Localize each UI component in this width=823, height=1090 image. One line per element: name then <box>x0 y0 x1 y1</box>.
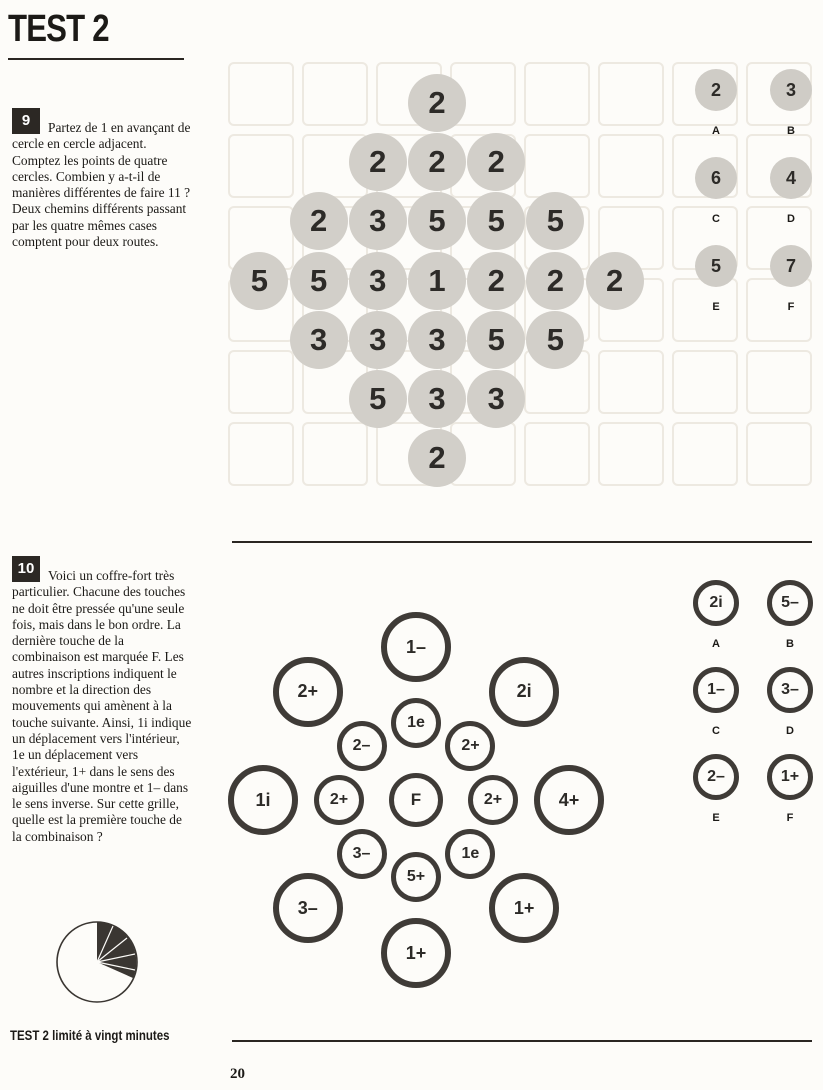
number-circle: 3 <box>349 192 407 250</box>
dial-key: 1+ <box>489 873 559 943</box>
grid-cell <box>228 134 294 198</box>
grid-cell <box>524 62 590 126</box>
grid-cell <box>598 350 664 414</box>
grid-cell <box>228 422 294 486</box>
section-divider <box>232 541 812 543</box>
grid-cell <box>598 422 664 486</box>
answer-label-f: F <box>787 301 795 313</box>
puzzle-9-text <box>12 120 192 250</box>
grid-cell <box>228 350 294 414</box>
grid-cell <box>524 422 590 486</box>
number-circle: 2 <box>526 252 584 310</box>
dial-key: 2i <box>489 657 559 727</box>
puzzle-10-number: 10 <box>12 556 40 582</box>
number-circle: 2 <box>408 74 466 132</box>
grid-cell <box>746 350 812 414</box>
dial-key: 2+ <box>314 775 364 825</box>
answer-label-d: D <box>787 213 795 225</box>
answer-option-a: 2 <box>695 69 737 111</box>
answer-option-e: 2– <box>693 754 739 800</box>
dial-key: F <box>389 773 443 827</box>
grid-cell <box>524 134 590 198</box>
puzzle-10-text <box>12 568 194 845</box>
number-circle: 2 <box>467 252 525 310</box>
grid-cell <box>302 62 368 126</box>
number-circle: 5 <box>408 192 466 250</box>
dial-key: 2– <box>337 721 387 771</box>
answer-label-a: A <box>712 638 720 650</box>
number-circle: 5 <box>349 370 407 428</box>
grid-cell <box>228 62 294 126</box>
answer-label-c: C <box>712 725 720 737</box>
number-circle: 3 <box>467 370 525 428</box>
number-circle: 5 <box>467 192 525 250</box>
puzzle-10-text-content: Voici un coffre-fort très particulier. Chacune des touches ne doit être pressée qu'une seule fois, mais dans le bon ordre. La dernière touche de la combinaison est marquée F. Les autres inscriptions indiquent le nombre et la direction des mouvements qui amènent à la touche suivante. Ainsi, 1i indique un déplacement vers l'intérieur, 1e un déplacement vers l'extérieur, 1+ dans le sens des aiguilles d'une montre et 1– dans le sens inverse. Sur cette grille, quelle est la première touche de la combinaison ? <box>12 568 192 844</box>
answer-label-f: F <box>786 812 794 824</box>
grid-cell <box>598 134 664 198</box>
answer-label-b: B <box>786 638 794 650</box>
answer-label-c: C <box>712 213 720 225</box>
number-circle: 1 <box>408 252 466 310</box>
time-limit-note: TEST 2 limité à vingt minutes <box>10 1027 170 1043</box>
number-circle: 2 <box>349 133 407 191</box>
dial-key: 1e <box>391 698 441 748</box>
number-circle: 2 <box>467 133 525 191</box>
puzzle-9-text-content: Partez de 1 en avançant de cercle en cercle adjacent. Comptez les points de quatre cercles. Combien y a-t-il de manières différentes de faire 11 ? Deux chemins différents passant par les quatre mêmes cases comptent pour deux routes. <box>12 120 191 250</box>
answer-label-e: E <box>712 301 720 313</box>
answer-option-d: 3– <box>767 667 813 713</box>
number-circle: 3 <box>408 311 466 369</box>
number-circle: 5 <box>290 252 348 310</box>
number-circle: 2 <box>408 429 466 487</box>
grid-cell <box>302 422 368 486</box>
number-circle: 5 <box>230 252 288 310</box>
answer-option-c: 1– <box>693 667 739 713</box>
grid-cell <box>672 350 738 414</box>
answer-option-b: 5– <box>767 580 813 626</box>
number-circle: 5 <box>526 311 584 369</box>
answer-option-e: 5 <box>695 245 737 287</box>
dial-key: 3– <box>273 873 343 943</box>
dial-key: 2+ <box>445 721 495 771</box>
number-circle: 3 <box>408 370 466 428</box>
grid-cell <box>672 422 738 486</box>
dial-key: 4+ <box>534 765 604 835</box>
answer-option-f: 1+ <box>767 754 813 800</box>
answer-label-d: D <box>786 725 794 737</box>
dial-key: 3– <box>337 829 387 879</box>
dial-key: 5+ <box>391 852 441 902</box>
answer-label-b: B <box>787 125 795 137</box>
number-circle: 3 <box>290 311 348 369</box>
grid-cell <box>598 62 664 126</box>
number-circle: 3 <box>349 311 407 369</box>
dial-key: 1e <box>445 829 495 879</box>
answer-option-b: 3 <box>770 69 812 111</box>
answer-option-d: 4 <box>770 157 812 199</box>
answer-option-c: 6 <box>695 157 737 199</box>
dial-key: 2+ <box>468 775 518 825</box>
grid-cell <box>746 422 812 486</box>
title-underline <box>8 58 184 60</box>
number-circle: 2 <box>290 192 348 250</box>
answer-label-e: E <box>712 812 720 824</box>
number-circle: 3 <box>349 252 407 310</box>
answer-option-a: 2i <box>693 580 739 626</box>
dial-key: 1– <box>381 612 451 682</box>
bottom-divider <box>232 1040 812 1042</box>
page-title: TEST 2 <box>8 8 109 50</box>
clock-timer-icon <box>55 920 139 1004</box>
dial-key: 1i <box>228 765 298 835</box>
number-circle: 5 <box>526 192 584 250</box>
puzzle-9-number: 9 <box>12 108 40 134</box>
number-circle: 5 <box>467 311 525 369</box>
number-circle: 2 <box>408 133 466 191</box>
dial-key: 2+ <box>273 657 343 727</box>
answer-label-a: A <box>712 125 720 137</box>
page-number: 20 <box>230 1066 245 1082</box>
dial-key: 1+ <box>381 918 451 988</box>
number-circle: 2 <box>586 252 644 310</box>
answer-option-f: 7 <box>770 245 812 287</box>
